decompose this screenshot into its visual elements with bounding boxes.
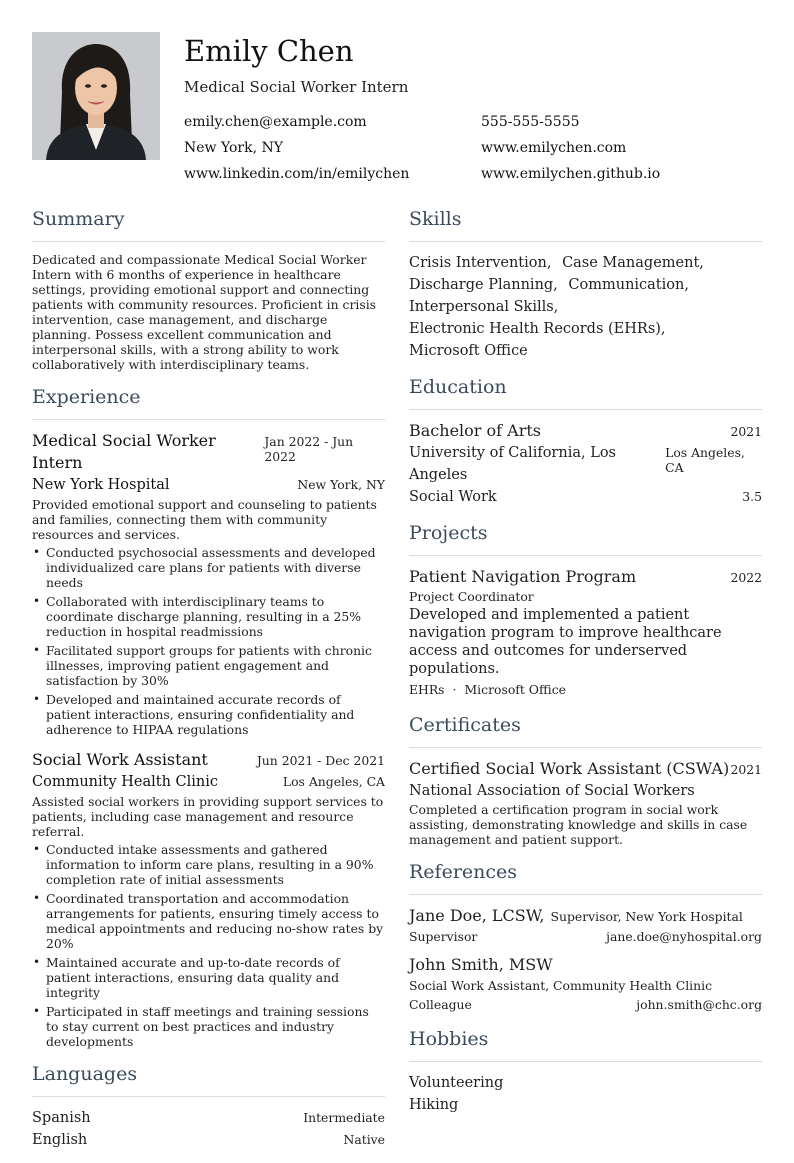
- job-bullet: • Facilitated support groups for patients with chronic illnesses, improving patient engagement and satisfaction by 30%: [32, 643, 385, 688]
- certificate-description: Completed a certification program in social work assisting, demonstrating knowledge and skills in case management and patient support.: [409, 802, 748, 847]
- certificate-year: 2021: [730, 762, 762, 777]
- education-field: Social Work: [409, 489, 497, 505]
- project-role: Project Coordinator: [409, 589, 534, 604]
- tag-separator: ·: [452, 682, 457, 697]
- skill-item: Discharge Planning,: [409, 277, 558, 293]
- job-bullet: • Maintained accurate and up-to-date records of patient interactions, ensuring data quality and integrity: [32, 955, 385, 1000]
- education-gpa: 3.5: [742, 489, 762, 504]
- education-school: University of California, Los Angeles: [409, 445, 616, 483]
- projects-section: [409, 520, 762, 700]
- skill-item: Electronic Health Records (EHRs),: [409, 321, 666, 337]
- job-title: Social Work Assistant: [32, 750, 208, 769]
- project-year: 2022: [730, 570, 762, 585]
- certificate-title: Certified Social Work Assistant (CSWA): [409, 759, 730, 778]
- certificates-section: [409, 712, 762, 847]
- job-dates: Jan 2022 - Jun 2022: [264, 434, 354, 464]
- skill-item: Crisis Intervention,: [409, 255, 552, 271]
- left-column: [32, 206, 385, 1163]
- hobby-item: Hiking: [409, 1097, 459, 1113]
- portrait-image: [32, 32, 160, 160]
- reference-position: Social Work Assistant, Community Health Clinic: [409, 978, 713, 993]
- contact-linkedin[interactable]: www.linkedin.com/in/emilychen: [184, 166, 410, 182]
- reference-relation: Supervisor: [409, 929, 478, 944]
- language-name: Spanish: [32, 1110, 91, 1126]
- job-bullets: [32, 545, 385, 737]
- language-name: English: [32, 1132, 88, 1148]
- job-bullet: • Coordinated transportation and accommodation arrangements for patients, ensuring timely access to medical appointments and reducing no-show rates by 20%: [32, 891, 385, 951]
- contact-website[interactable]: www.emilychen.com: [481, 140, 627, 156]
- language-level: Native: [343, 1132, 385, 1147]
- language-row: [32, 1107, 385, 1129]
- contact-github[interactable]: www.emilychen.github.io: [481, 166, 661, 182]
- skills-heading: Skills: [409, 206, 762, 242]
- contact-email[interactable]: emily.chen@example.com: [184, 114, 367, 130]
- skills-section: [409, 206, 762, 362]
- job-location: Los Angeles, CA: [282, 774, 385, 789]
- contact-phone[interactable]: 555-555-5555: [481, 114, 580, 130]
- job-description: Assisted social workers in providing support services to patients, including case management and resource referral.: [32, 794, 384, 839]
- job-bullet: • Developed and maintained accurate records of patient interactions, ensuring confidentiality and adherence to HIPAA regulations: [32, 692, 385, 737]
- job-description: Provided emotional support and counseling to patients and families, connecting them with community resources and services.: [32, 497, 377, 542]
- education-location: Los Angeles, CA: [665, 445, 745, 475]
- job-bullet: • Conducted psychosocial assessments and developed individualized care plans for patients with diverse needs: [32, 545, 385, 590]
- job-bullets: [32, 842, 385, 1049]
- education-year: 2021: [730, 424, 762, 439]
- reference-position: Supervisor, New York Hospital: [550, 909, 743, 924]
- reference-email[interactable]: jane.doe@nyhospital.org: [606, 929, 762, 944]
- job-location: New York, NY: [297, 477, 385, 492]
- language-level: Intermediate: [303, 1110, 385, 1125]
- reference-relation: Colleague: [409, 997, 472, 1012]
- job-title: Medical Social Worker Intern: [32, 431, 216, 472]
- job-company: Community Health Clinic: [32, 774, 219, 790]
- hobby-item: Volunteering: [409, 1075, 504, 1091]
- project-description: Developed and implemented a patient navigation program to improve healthcare access and outcomes for underserved populations.: [409, 607, 722, 677]
- languages-section: [32, 1061, 385, 1151]
- project-title: Patient Navigation Program: [409, 567, 637, 586]
- hobbies-section: [409, 1026, 762, 1116]
- references-heading: References: [409, 859, 762, 895]
- project-tag: EHRs: [409, 682, 445, 697]
- experience-section: [32, 384, 385, 1049]
- education-heading: Education: [409, 374, 762, 410]
- job-bullet: • Collaborated with interdisciplinary teams to coordinate discharge planning, resulting in a 25% reduction in hospital readmissions: [32, 594, 385, 639]
- skills-list: [409, 252, 762, 362]
- skill-item: Case Management,: [562, 255, 704, 271]
- skill-item: Interpersonal Skills,: [409, 299, 559, 315]
- references-section: [409, 859, 762, 1014]
- language-row: [32, 1129, 385, 1151]
- hobbies-heading: Hobbies: [409, 1026, 762, 1062]
- reference-name: John Smith, MSW: [409, 955, 553, 974]
- contact-location: New York, NY: [184, 140, 283, 156]
- reference-entry: [409, 905, 762, 946]
- job-entry: [32, 430, 385, 737]
- reference-entry: [409, 954, 762, 1014]
- job-entry: [32, 749, 385, 1049]
- candidate-title: Medical Social Worker Intern: [184, 78, 409, 96]
- certificates-heading: Certificates: [409, 712, 762, 748]
- job-bullet: • Conducted intake assessments and gathered information to inform care plans, resulting in a 90% completion rate of initial assessments: [32, 842, 385, 887]
- project-tag: Microsoft Office: [464, 682, 566, 697]
- certificate-org: National Association of Social Workers: [409, 783, 695, 799]
- summary-section: [32, 206, 385, 372]
- skill-item: Microsoft Office: [409, 343, 528, 359]
- reference-email[interactable]: john.smith@chc.org: [636, 997, 762, 1012]
- project-tags: [409, 680, 762, 700]
- projects-heading: Projects: [409, 520, 762, 556]
- job-bullet: • Participated in staff meetings and training sessions to stay current on best practices and industry developments: [32, 1004, 385, 1049]
- summary-text: Dedicated and compassionate Medical Social Worker Intern with 6 months of experience in healthcare settings, providing emotional support and connecting patients with community resources. Proficient in crisis intervention, case management, and discharge planning. Possess excellent communication and interpersonal skills, with a strong ability to work collaboratively with interdisciplinary teams.: [32, 252, 377, 372]
- right-column: [409, 206, 762, 1128]
- education-section: [409, 374, 762, 508]
- candidate-name: Emily Chen: [184, 34, 354, 68]
- skill-item: Communication,: [568, 277, 689, 293]
- reference-name: Jane Doe, LCSW,: [409, 906, 545, 925]
- education-degree: Bachelor of Arts: [409, 421, 541, 440]
- summary-heading: Summary: [32, 206, 385, 242]
- experience-heading: Experience: [32, 384, 385, 420]
- job-company: New York Hospital: [32, 477, 170, 493]
- languages-heading: Languages: [32, 1061, 385, 1097]
- profile-photo: [32, 32, 160, 160]
- job-dates: Jun 2021 - Dec 2021: [256, 753, 385, 768]
